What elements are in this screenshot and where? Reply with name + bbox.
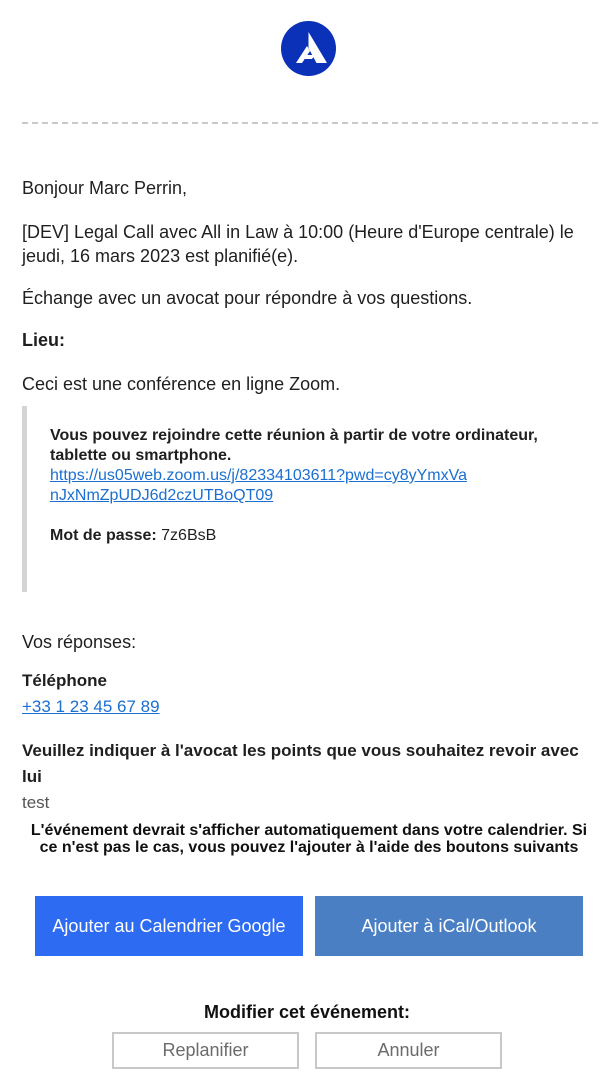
email-body bbox=[22, 176, 594, 816]
add-google-calendar-button[interactable]: Ajouter au Calendrier Google bbox=[35, 896, 303, 956]
add-ical-outlook-button[interactable]: Ajouter à iCal/Outlook bbox=[315, 896, 583, 956]
zoom-join-link[interactable]: https://us05web.zoom.us/j/82334103611?pwd=cy8yYmxVanJxNmZpUDJ6d2czUTBoQT09 bbox=[50, 467, 467, 504]
answer-label-phone: Téléphone bbox=[22, 671, 108, 690]
location-text: Ceci est une conférence en ligne Zoom. bbox=[22, 374, 341, 394]
greeting: Bonjour Marc Perrin, bbox=[22, 178, 188, 198]
header-divider bbox=[22, 122, 598, 124]
password-row bbox=[50, 526, 594, 546]
location-label: Lieu: bbox=[22, 330, 65, 350]
join-instructions: Vous pouvez rejoindre cette réunion à partir de votre ordinateur, tablette ou smartphone. bbox=[50, 427, 538, 464]
modify-event-title: Modifier cet événement: bbox=[203, 1002, 411, 1022]
phone-link[interactable]: +33 1 23 45 67 89 bbox=[22, 697, 160, 716]
event-summary: [DEV] Legal Call avec All in Law à 10:00 (Heure d'Europe centrale) le jeudi, 16 mars 2023 est planifié(e). bbox=[22, 222, 574, 266]
brand-logo-icon bbox=[281, 21, 336, 76]
meeting-details-block bbox=[22, 406, 594, 592]
answer-label-points: Veuillez indiquer à l'avocat les points que vous souhaitez revoir avec lui bbox=[22, 741, 579, 786]
calendar-notice: L'événement devrait s'afficher automatiquement dans votre calendrier. Si ce n'est pas le cas, vous pouvez l'ajouter à l'aide des boutons suivants bbox=[30, 822, 588, 856]
reschedule-button[interactable]: Replanifier bbox=[112, 1032, 299, 1069]
password-label: Mot de passe: bbox=[50, 527, 157, 544]
answer-value-points: test bbox=[22, 793, 50, 812]
password-value: 7z6BsB bbox=[161, 527, 217, 544]
cancel-event-button[interactable]: Annuler bbox=[315, 1032, 502, 1069]
event-description: Échange avec un avocat pour répondre à vos questions. bbox=[22, 288, 473, 308]
answers-title: Vos réponses: bbox=[22, 632, 137, 652]
